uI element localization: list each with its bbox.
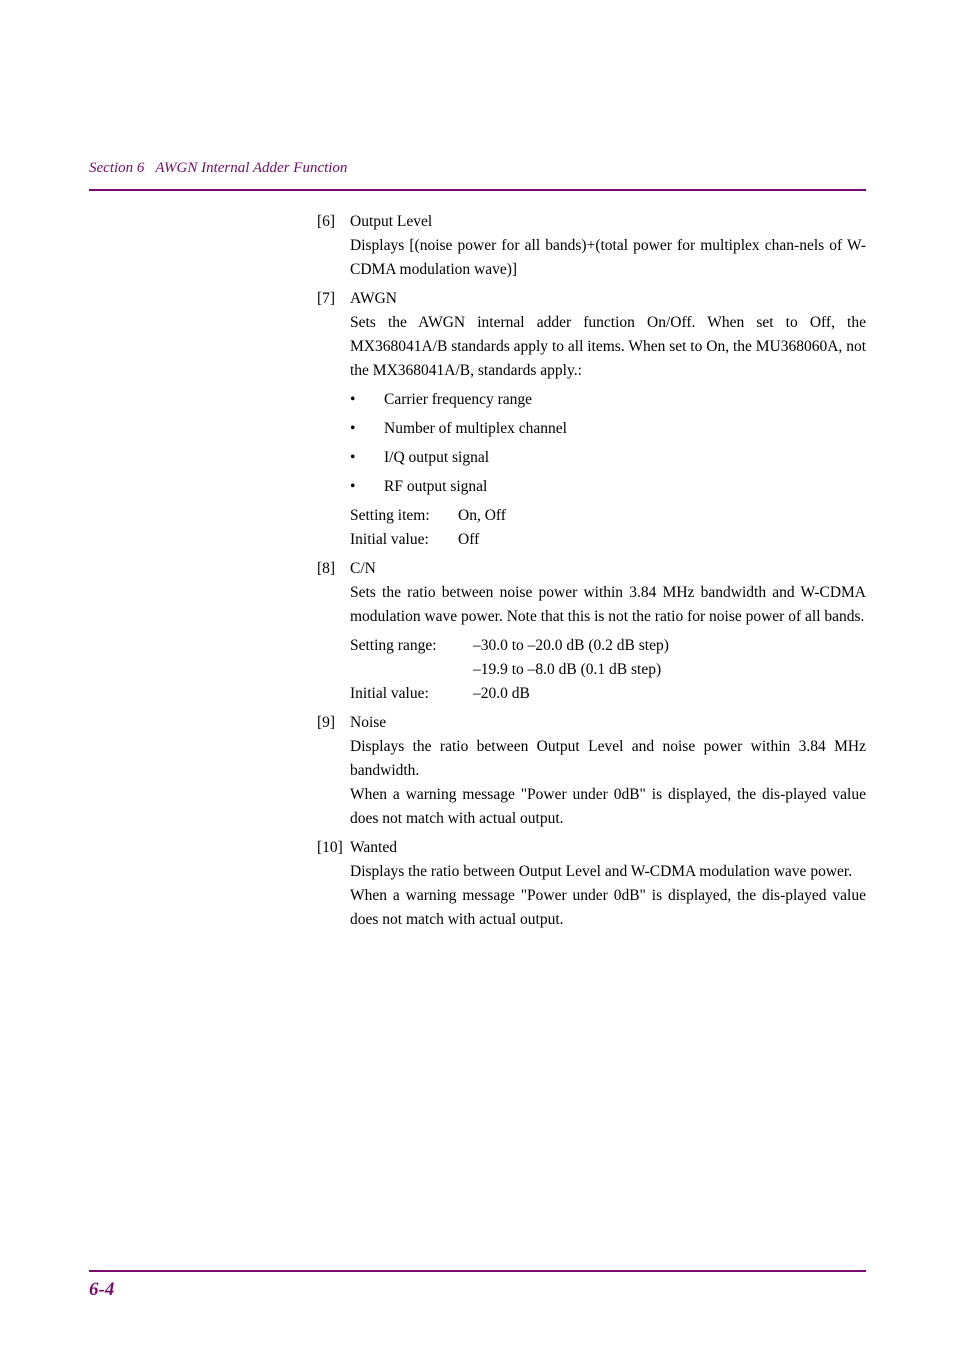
list-item: • Carrier frequency range: [350, 388, 866, 412]
setting-range-row: [350, 634, 866, 658]
range-value: –30.0 to –20.0 dB (0.2 dB step): [473, 637, 669, 654]
list-item: • I/Q output signal: [350, 446, 866, 470]
header-rule: [89, 189, 866, 191]
item-title: AWGN: [350, 290, 397, 307]
range-value: –19.9 to –8.0 dB (0.1 dB step): [473, 661, 662, 678]
bullet-icon: •: [350, 478, 356, 495]
setting-label: Setting item:: [350, 507, 430, 524]
item-title: Noise: [350, 714, 387, 731]
item-title: Output Level: [350, 213, 433, 230]
range-label: Setting range:: [350, 637, 437, 654]
bullet-icon: •: [350, 391, 356, 408]
item-number: [10]: [317, 839, 343, 856]
setting-value: On, Off: [458, 507, 506, 524]
setting-range-row: [350, 658, 866, 682]
item-output-level: [317, 210, 866, 282]
item-description: Displays the ratio between Output Level and W-CDMA modulation wave power.: [350, 863, 853, 880]
item-number: [6]: [317, 213, 336, 230]
item-noise: [317, 711, 866, 831]
item-cn: [317, 557, 866, 706]
bullet-icon: •: [350, 449, 356, 466]
footer-rule: [89, 1270, 866, 1272]
item-number: [7]: [317, 290, 336, 307]
list-item: • RF output signal: [350, 475, 866, 499]
item-number: [8]: [317, 560, 336, 577]
item-title: C/N: [350, 560, 376, 577]
initial-value-row: [350, 528, 866, 552]
item-description: Displays [(noise power for all bands)+(total power for multiplex chan-nels of W-CDMA modulation wave)]: [350, 237, 866, 278]
item-description: Sets the AWGN internal adder function On/Off. When set to Off, the MX368041A/B standards apply to all items. When set to On, the MU368060A, not the MX368041A/B, standards apply.:: [350, 314, 866, 379]
main-content: [317, 210, 866, 937]
initial-value-row: [350, 682, 866, 706]
initial-value: –20.0 dB: [473, 685, 530, 702]
initial-label: Initial value:: [350, 685, 429, 702]
setting-item-row: [350, 504, 866, 528]
warning-note: When a warning message "Power under 0dB" is displayed, the dis-played value does not match with actual output.: [350, 887, 866, 928]
section-header-title: Section 6 AWGN Internal Adder Function: [89, 160, 348, 176]
initial-label: Initial value:: [350, 531, 429, 548]
item-title: Wanted: [350, 839, 397, 856]
standards-list: [350, 388, 866, 499]
bullet-icon: •: [350, 420, 356, 437]
list-item: • Number of multiplex channel: [350, 417, 866, 441]
page-number: 6-4: [89, 1279, 115, 1300]
item-number: [9]: [317, 714, 336, 731]
item-description: Sets the ratio between noise power within 3.84 MHz bandwidth and W-CDMA modulation wave power. Note that this is not the ratio for noise power of all bands.: [350, 584, 866, 625]
warning-note: When a warning message "Power under 0dB" is displayed, the dis-played value does not match with actual output.: [350, 786, 866, 827]
item-awgn: [317, 287, 866, 552]
item-description: Displays the ratio between Output Level and noise power within 3.84 MHz bandwidth.: [350, 738, 866, 779]
item-wanted: [317, 836, 866, 932]
initial-value: Off: [458, 531, 480, 548]
